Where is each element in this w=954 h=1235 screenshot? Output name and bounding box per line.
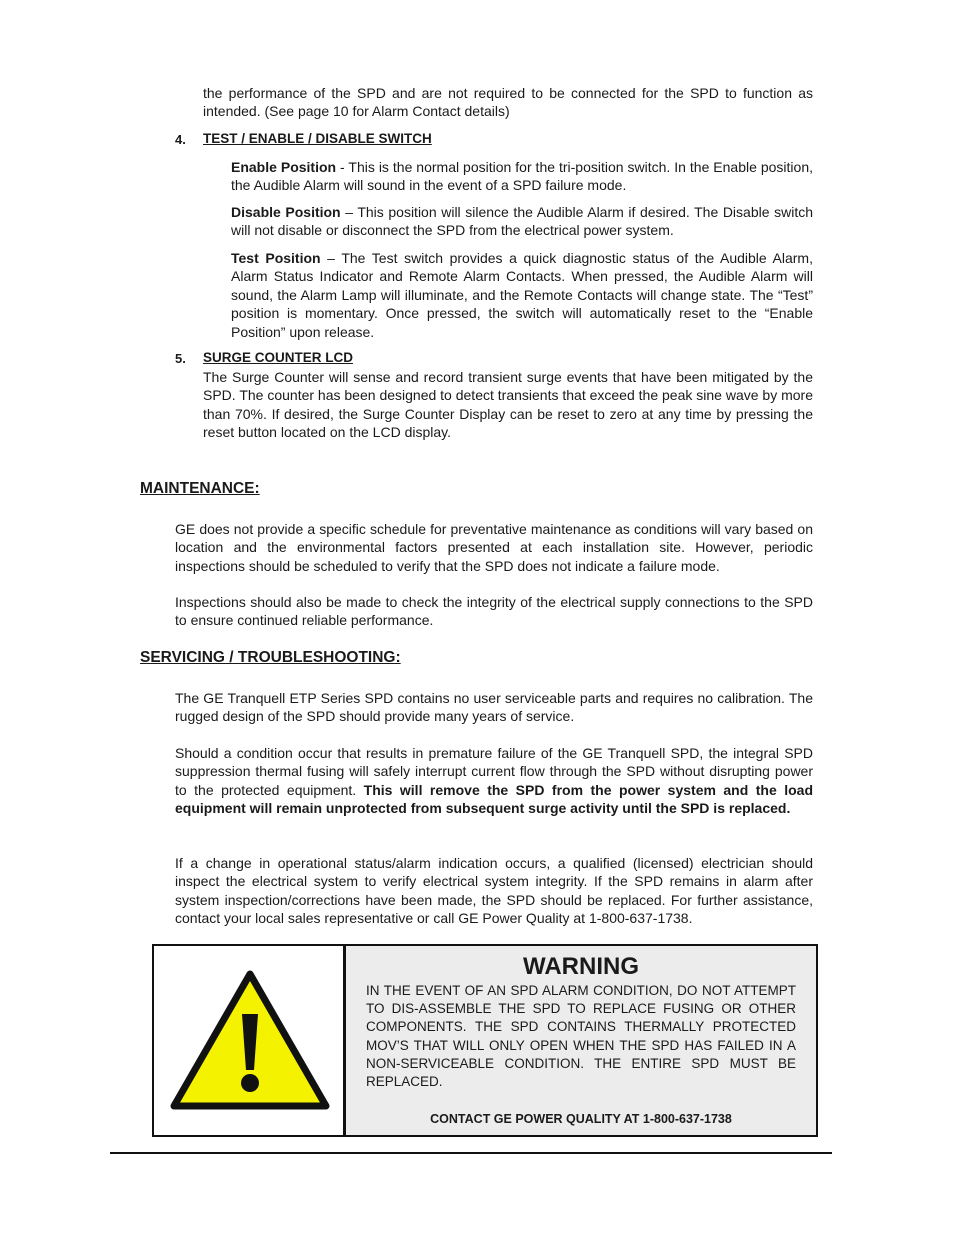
enable-position-paragraph <box>231 158 813 195</box>
servicing-paragraph-2-normal: Should a condition occur that results in premature failure of the GE Tranquell SPD, the integral SPD suppression thermal fusing will safely interrupt current flow through the SPD without disrupting power to the protected equipment. <box>175 745 813 798</box>
servicing-paragraph-3: If a change in operational status/alarm indication occurs, a qualified (licensed) electrician should inspect the electrical system to verify electrical system integrity. If the SPD remains in alarm after system inspection/corrections have been made, the SPD should be replaced. For further assistance, contact your local sales representative or call GE Power Quality at 1-800-637-1738. <box>175 855 813 927</box>
item-4-title: TEST / ENABLE / DISABLE SWITCH <box>203 131 432 146</box>
enable-position-label: Enable Position <box>231 159 337 175</box>
disable-position-paragraph <box>231 203 813 240</box>
intro-paragraph: the performance of the SPD and are not required to be connected for the SPD to function as intended. (See page 10 for Alarm Contact details) <box>203 85 813 120</box>
maintenance-paragraph-2: Inspections should also be made to check the integrity of the electrical supply connections to the SPD to ensure continued reliable performance. <box>175 594 813 629</box>
servicing-paragraph-1: The GE Tranquell ETP Series SPD contains no user serviceable parts and requires no calibration. The rugged design of the SPD should provide many years of service. <box>175 690 813 725</box>
enable-position-text: - This is the normal position for the tri-position switch. In the Enable position, the Audible Alarm will sound in the event of a SPD failure mode. <box>231 159 813 194</box>
servicing-paragraph-2-bold: This will remove the SPD from the power system and the load equipment will remain unprotected from subsequent surge activity until the SPD is replaced. <box>175 781 813 817</box>
item-5-number: 5. <box>175 351 186 366</box>
warning-contact: CONTACT GE POWER QUALITY AT 1-800-637-1738 <box>430 1112 732 1126</box>
maintenance-heading: MAINTENANCE: <box>140 480 260 497</box>
surge-counter-paragraph: The Surge Counter will sense and record transient surge events that have been mitigated by the SPD. The counter has been designed to detect transients that exceed the peak sine wave by more than 70%. If desired, the Surge Counter Display can be reset to zero at any time by pressing the reset button located on the LCD display. <box>203 369 813 441</box>
warning-icon-panel <box>154 946 346 1135</box>
warning-box <box>152 944 818 1137</box>
warning-triangle-icon <box>154 946 346 1135</box>
warning-text: IN THE EVENT OF AN SPD ALARM CONDITION, DO NOT ATTEMPT TO DIS-ASSEMBLE THE SPD TO REPLACE FUSING OR OTHER COMPONENTS. THE SPD CONTAINS THERMALLY PROTECTED MOV’S THAT WILL ONLY OPEN WHEN THE SPD HAS FAILED IN A NON-SERVICEABLE CONDITION. THE ENTIRE SPD MUST BE REPLACED. <box>366 983 796 1090</box>
warning-title: WARNING <box>523 953 639 980</box>
maintenance-paragraph-1: GE does not provide a specific schedule for preventative maintenance as conditions will vary based on location and the environmental factors presented at each installation site. However, periodic inspections should be scheduled to verify that the SPD does not indicate a failure mode. <box>175 521 813 574</box>
footer-rule <box>110 1152 832 1154</box>
item-4-number: 4. <box>175 132 186 147</box>
disable-position-text: – This position will silence the Audible Alarm if desired. The Disable switch will not disable or disconnect the SPD from the electrical power system. <box>231 204 814 239</box>
test-position-text: – The Test switch provides a quick diagnostic status of the Audible Alarm, Alarm Status Indicator and Remote Alarm Contacts. When pressed, the Audible Alarm will sound, the Alarm Lamp will illuminate, and the Remote Contacts will change state. The “Test” position is momentary. Once pressed, the switch will automatically reset to the “Enable Position” upon release. <box>231 250 813 340</box>
servicing-heading: SERVICING / TROUBLESHOOTING: <box>140 649 401 666</box>
servicing-paragraph-2 <box>175 744 813 818</box>
warning-text-panel <box>346 946 816 1135</box>
test-position-paragraph <box>231 249 813 341</box>
item-5-title: SURGE COUNTER LCD <box>203 350 354 365</box>
disable-position-label: Disable Position <box>231 204 341 220</box>
test-position-label: Test Position <box>231 250 321 266</box>
